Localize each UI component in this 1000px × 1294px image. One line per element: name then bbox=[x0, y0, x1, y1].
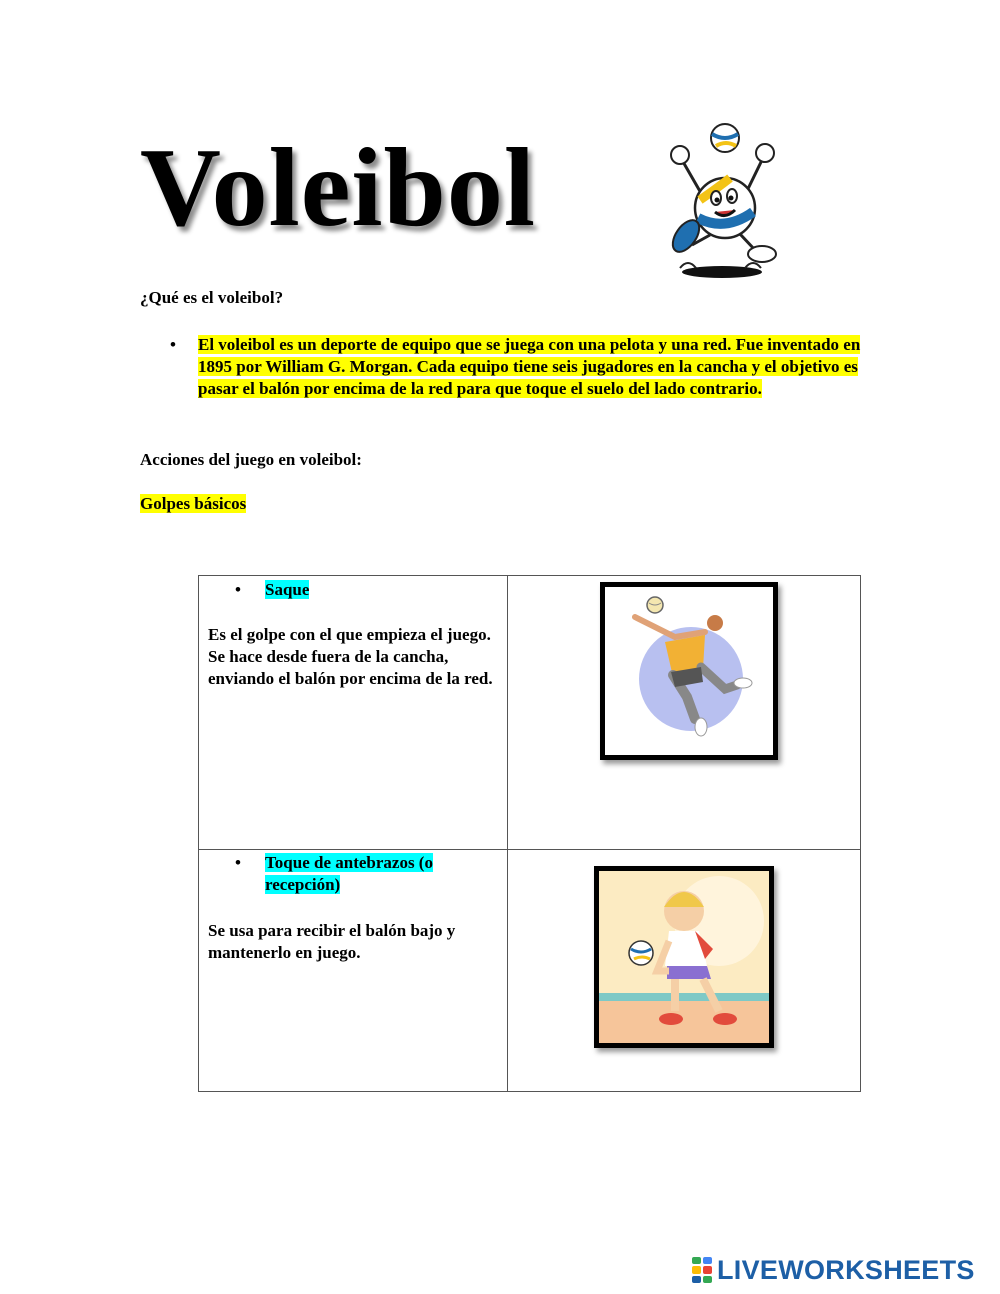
subheading-text: Golpes básicos bbox=[140, 494, 247, 513]
liveworksheets-logo bbox=[692, 1255, 975, 1285]
subheading bbox=[140, 494, 246, 514]
intro-description: El voleibol es un deporte de equipo que se juega con una pelota y una red. Fue inventado en 1895 por William G. Morgan. Cada equipo tiene seis jugadores en la cancha y el objetivo es pasar el balón por encima de la red para que toque el suelo del lado contrario. bbox=[198, 335, 861, 398]
bullet-marker: • bbox=[170, 335, 176, 354]
table-divider bbox=[507, 576, 508, 1091]
table-divider bbox=[199, 849, 860, 850]
forearm-pass-icon bbox=[599, 871, 769, 1043]
page-title: Voleibol bbox=[140, 126, 536, 250]
saque-label: Saque bbox=[265, 580, 310, 599]
table-row-label bbox=[235, 579, 309, 601]
logo-text: LIVEWORKSHEETS bbox=[717, 1254, 975, 1285]
saque-image bbox=[600, 582, 778, 760]
question-heading: ¿Qué es el voleibol? bbox=[140, 288, 284, 307]
intro-bullet bbox=[170, 334, 870, 400]
actions-heading: Acciones del juego en voleibol: bbox=[140, 450, 362, 469]
bullet-marker: • bbox=[235, 853, 241, 872]
volleyball-mascot-icon bbox=[660, 120, 790, 285]
table-row-label bbox=[235, 852, 465, 896]
logo-mark-icon bbox=[692, 1257, 712, 1283]
strokes-table bbox=[198, 575, 861, 1092]
bullet-marker: • bbox=[235, 580, 241, 599]
toque-description: Se usa para recibir el balón bajo y mantenerlo en juego. bbox=[208, 921, 456, 962]
volleyball-serve-icon bbox=[605, 587, 773, 755]
toque-label: Toque de antebrazos (o recepción) bbox=[265, 853, 433, 894]
saque-description: Es el golpe con el que empieza el juego. Se hace desde fuera de la cancha, enviando el balón por encima de la red. bbox=[208, 625, 493, 688]
toque-image bbox=[594, 866, 774, 1048]
